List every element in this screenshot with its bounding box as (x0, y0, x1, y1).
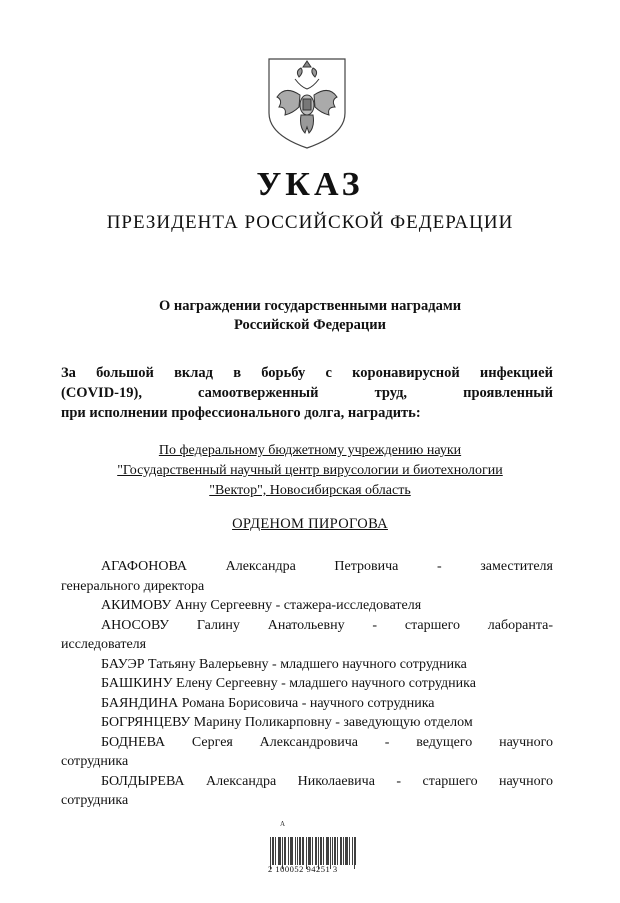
awardee-word: ведущего (416, 734, 473, 750)
barcode-bar (297, 837, 298, 865)
awardee-entry: БАЯНДИНА Романа Борисовича - научного сотрудника (101, 695, 435, 711)
awardee-word: Николаевича (297, 773, 375, 789)
awardee-word: Галину (196, 617, 240, 633)
barcode-bar (340, 837, 341, 865)
barcode-bar (327, 837, 328, 865)
intro-word: инфекцией (479, 365, 553, 381)
intro-word: (COVID-19), (61, 385, 142, 401)
awardee-word: Сергея (191, 734, 233, 750)
awardee-word: научного (499, 734, 553, 750)
barcode-bar (295, 837, 296, 865)
barcode-bar (285, 837, 286, 865)
barcode-bar (316, 837, 317, 865)
barcode-bar (326, 837, 327, 865)
awardee-list (61, 557, 553, 811)
decree-title: УКАЗ (256, 166, 364, 203)
barcode-bar (272, 837, 273, 865)
decree-subtitle: ПРЕЗИДЕНТА РОССИЙСКОЙ ФЕДЕРАЦИИ (106, 212, 514, 233)
award-title: ОРДЕНОМ ПИРОГОВА (232, 516, 388, 532)
barcode-bar (355, 837, 356, 865)
barcode-bar (343, 837, 344, 865)
awardee-word: Петровича (334, 559, 399, 574)
barcode-stamp: A (280, 820, 286, 828)
barcode-bar (309, 837, 310, 865)
awardee-word: старшего (422, 773, 478, 789)
awardee-continuation: сотрудника (61, 754, 129, 769)
barcode-bar (292, 837, 293, 865)
barcode-bar (279, 837, 280, 865)
barcode-bar (328, 837, 329, 865)
organization-line: По федеральному бюджетному учреждению науки (158, 443, 462, 458)
awardee-entry: АКИМОВУ Анну Сергеевну - стажера-исследователя (101, 598, 422, 613)
decree-heading (0, 297, 620, 335)
awardee-word: - (372, 617, 378, 633)
barcode-bar (280, 837, 281, 865)
barcode-bar (291, 837, 292, 865)
intro-word: борьбу (261, 365, 306, 381)
barcode-bar (312, 837, 313, 865)
awardee-word: научного (499, 773, 553, 789)
organization-line: "Государственный научный центр вирусологии и биотехнологии (117, 463, 503, 478)
barcode-bar (346, 837, 347, 865)
awardee-continuation: генерального директора (61, 578, 205, 594)
barcode-bar (320, 837, 321, 865)
intro-word: труд, (374, 385, 408, 401)
intro-line: при исполнении профессионального долга, наградить: (61, 405, 421, 421)
barcode-bar (347, 837, 348, 865)
awardee-word: Анатольевну (267, 617, 345, 633)
barcode-bar (335, 837, 336, 865)
barcode-bar (303, 837, 304, 865)
awardee-word: - (436, 559, 442, 574)
barcode-bar (352, 837, 353, 865)
awardee-entry (61, 557, 553, 577)
organization-line: "Вектор", Новосибирская область (209, 483, 411, 498)
barcode-bar (302, 837, 303, 865)
awardee-word: старшего (404, 617, 460, 633)
awardee-word: Александра (205, 773, 277, 789)
intro-line (61, 363, 553, 383)
heading-line: О награждении государственными наградами (158, 298, 462, 314)
barcode-bar (288, 837, 289, 865)
awardee-entry: БОГРЯНЦЕВУ Марину Поликарповну - заведующую отделом (101, 715, 473, 730)
awardee-entry (61, 616, 553, 636)
barcode-number: 2 100052 94251 3 (268, 864, 338, 874)
intro-word: самоотверженный (198, 385, 319, 401)
heading-line: Российской Федерации (233, 317, 386, 333)
awardee-word: БОЛДЫРЕВА (101, 773, 185, 789)
barcode-bar (334, 837, 335, 865)
barcode-bar (323, 837, 324, 865)
barcode-bar (273, 837, 274, 865)
barcode-bar (290, 837, 291, 865)
barcode-bar (345, 837, 346, 865)
awardee-word: заместителя (480, 559, 553, 574)
barcode-bar (284, 837, 285, 865)
intro-word: с (325, 365, 332, 381)
intro-paragraph (61, 363, 553, 423)
intro-word: большой (96, 365, 154, 381)
intro-word: вклад (174, 365, 213, 381)
barcode-bar (354, 837, 355, 869)
barcode-bar (299, 837, 300, 865)
barcode-bar (300, 837, 301, 865)
awardee-word: - (384, 734, 390, 750)
intro-word: проявленный (463, 385, 553, 401)
barcode-bar (321, 837, 322, 865)
barcode-bar (337, 837, 338, 865)
barcode-bar (308, 837, 309, 865)
awardee-word: - (396, 773, 402, 789)
awardee-entry: БАУЭР Татьяну Валерьевну - младшего научного сотрудника (101, 656, 467, 672)
barcode-bar (341, 837, 342, 865)
awardee-word: АГАФОНОВА (101, 559, 188, 574)
awardee-continuation: сотрудника (61, 793, 129, 808)
awardee-word: БОДНЕВА (101, 734, 166, 750)
coat-of-arms-emblem (265, 55, 349, 151)
organization-block (0, 441, 620, 501)
barcode-bar (315, 837, 316, 865)
awardee-word: Александровича (259, 734, 358, 750)
awardee-word: лаборанта- (487, 617, 553, 633)
awardee-entry (61, 733, 553, 753)
intro-line (61, 383, 553, 403)
intro-word: За (61, 365, 76, 381)
awardee-continuation: исследователя (61, 637, 147, 652)
awardee-entry: БАШКИНУ Елену Сергеевну - младшего научного сотрудника (101, 676, 476, 691)
awardee-entry (61, 772, 553, 792)
barcode-bar (278, 837, 279, 865)
intro-word: в (233, 365, 242, 381)
barcode-bar (332, 837, 333, 865)
barcode-bar (349, 837, 350, 865)
barcode-bar (275, 837, 276, 865)
awardee-word: Александра (225, 559, 296, 574)
barcode-bar (310, 837, 311, 865)
intro-word: коронавирусной (352, 365, 460, 381)
awardee-word: АНОСОВУ (101, 617, 170, 633)
